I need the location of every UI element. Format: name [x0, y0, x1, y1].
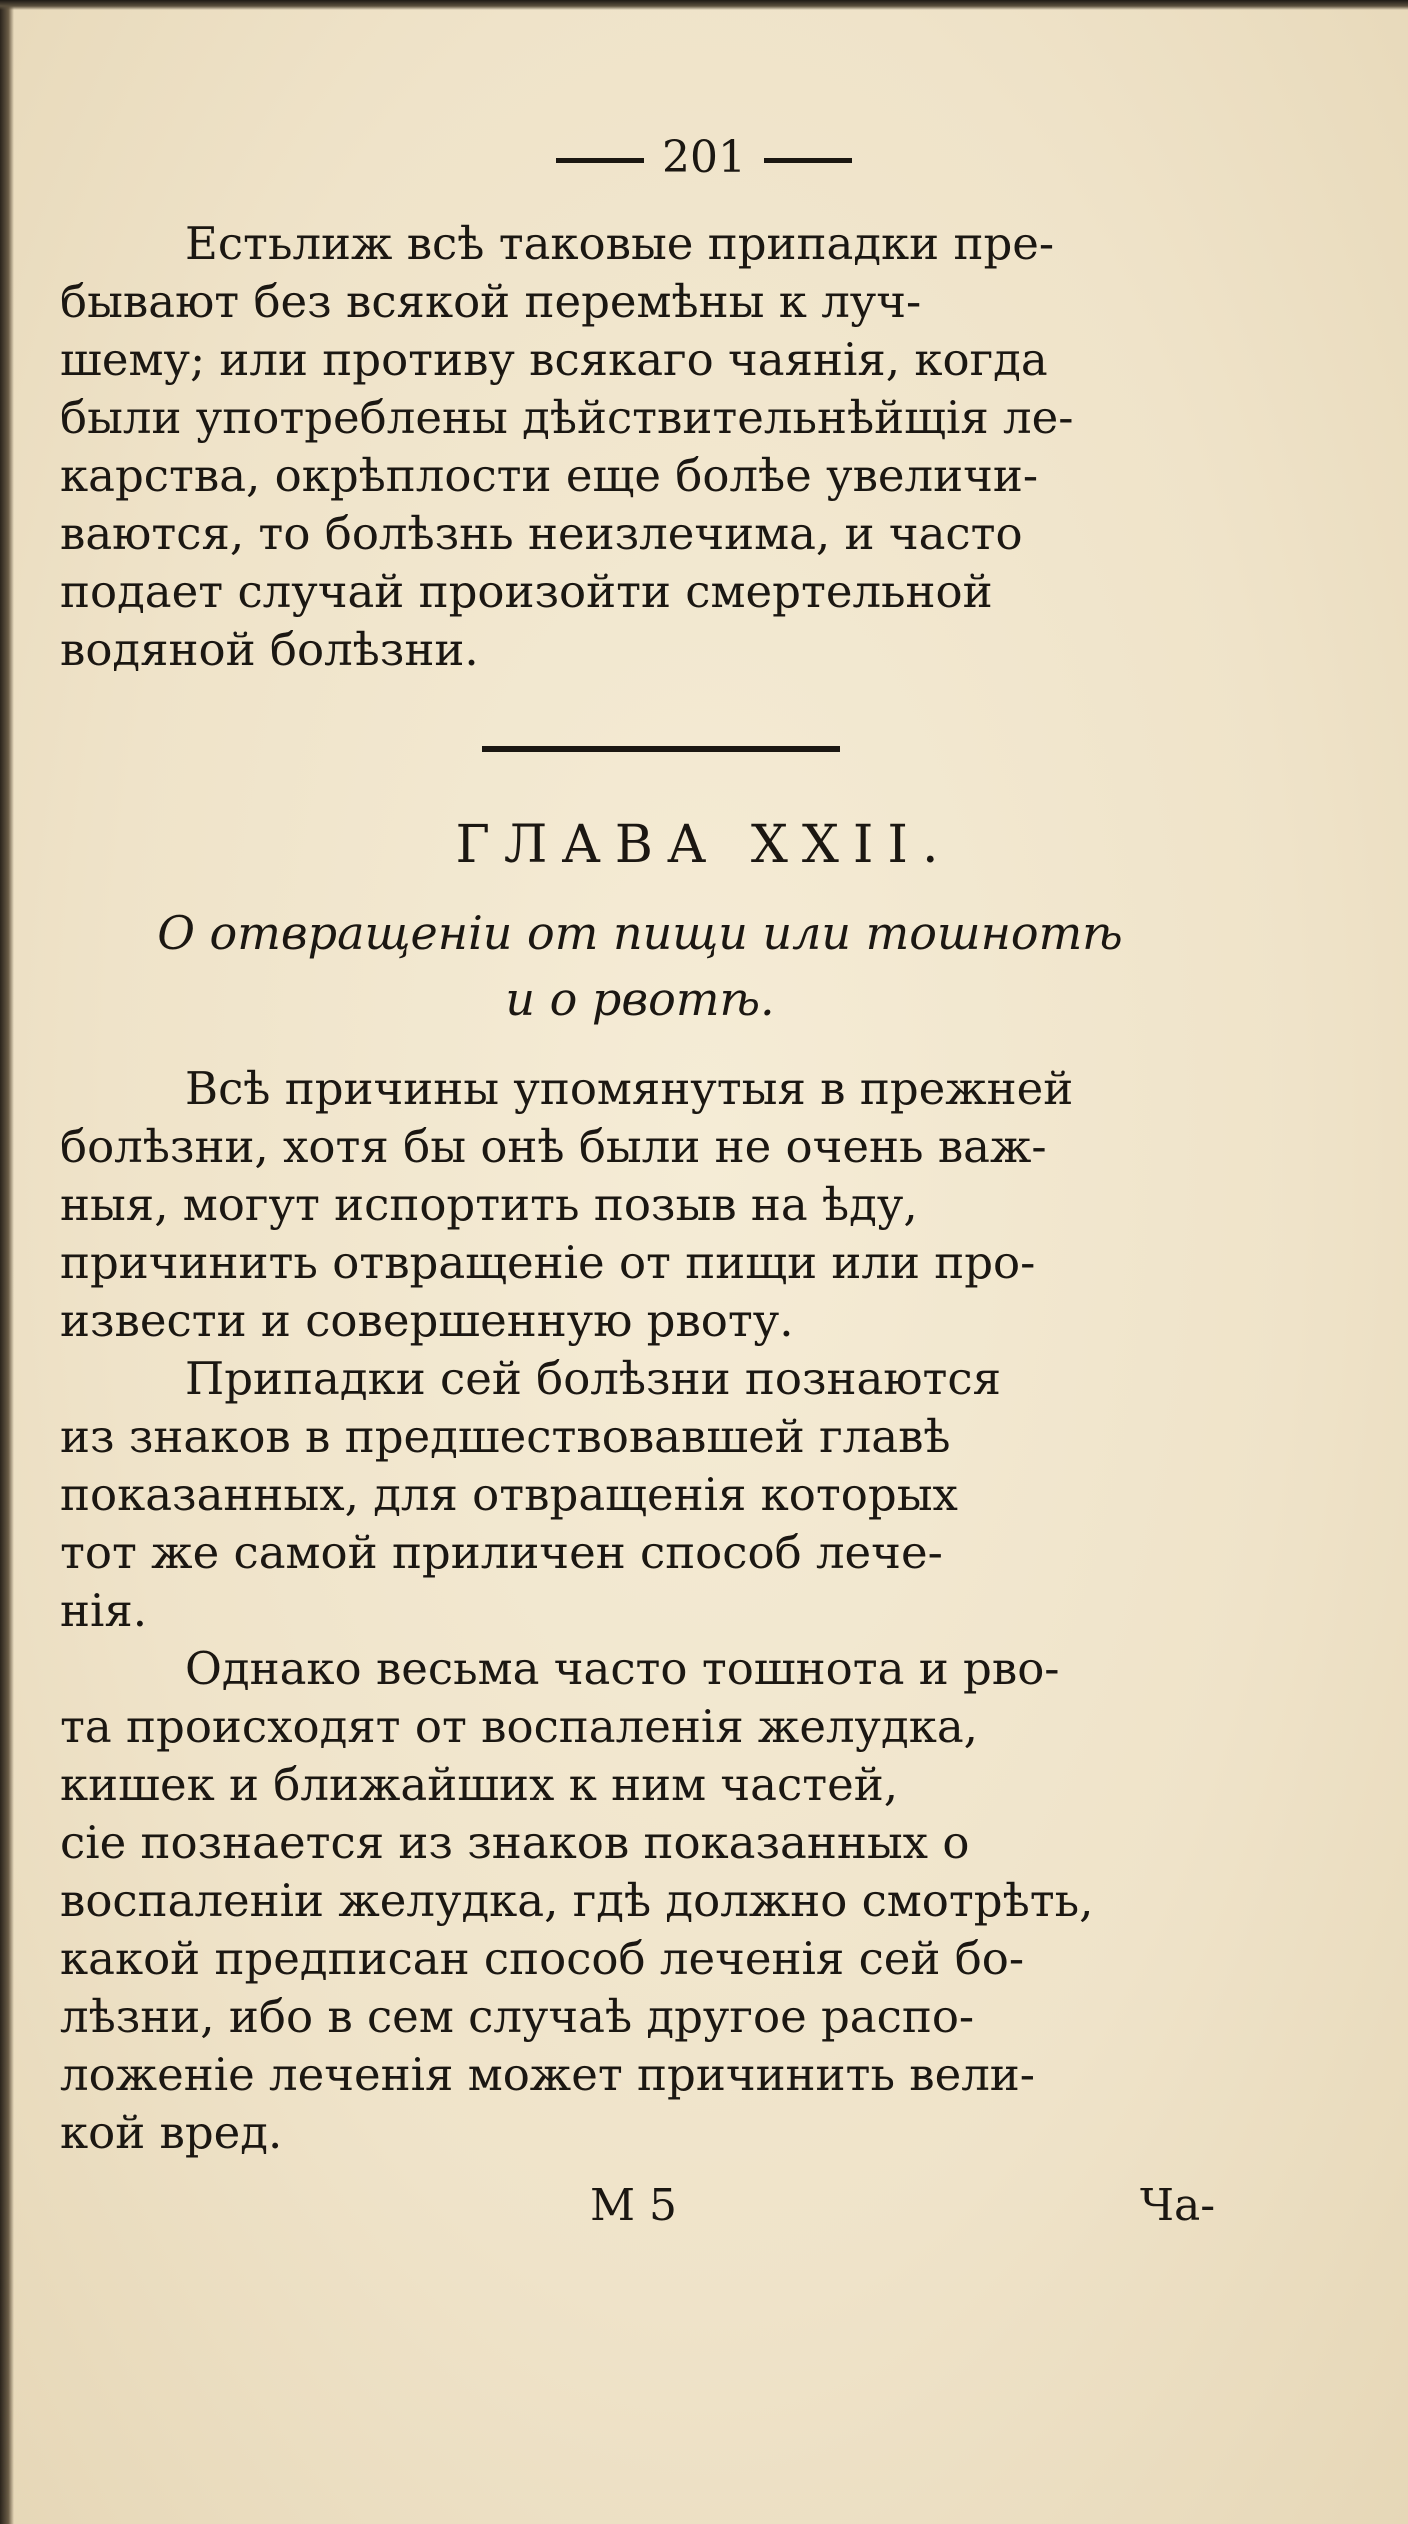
subtitle-line-1: О отвращеніи от пищи или тошнотѣ	[157, 906, 1123, 960]
text-line: водяной болѣзни.	[60, 623, 479, 676]
page-top-edge	[0, 0, 1408, 10]
text-line: та происходят от воспаленія желудка,	[60, 1700, 978, 1753]
text-line: какой предписан способ леченія сей бо-	[60, 1932, 1025, 1985]
text-line: шему; или противу всякаго чаянія, когда	[60, 333, 1048, 386]
text-line: ваются, то болѣзнь неизлечима, и часто	[60, 507, 1023, 560]
page-header	[0, 128, 1408, 188]
text-line: болѣзни, хотя бы онѣ были не очень важ-	[60, 1120, 1047, 1173]
text-line: карства, окрѣплости еще болѣе увеличи-	[60, 449, 1039, 502]
text-line: Однако весьма часто тошнота и рво-	[185, 1642, 1060, 1695]
text-line: лѣзни, ибо в сем случаѣ другое распо-	[60, 1990, 975, 2043]
text-line: нія.	[60, 1584, 148, 1637]
chapter-heading: ГЛАВА XXII.	[455, 815, 953, 875]
text-line: ныя, могут испортить позыв на ѣду,	[60, 1178, 918, 1231]
page-spine-shadow	[0, 0, 14, 2524]
text-line: кишек и ближайших к ним частей,	[60, 1758, 899, 1811]
section-rule	[482, 746, 840, 752]
header-dash-right	[764, 158, 852, 163]
text-line: подает случай произойти смертельной	[60, 565, 993, 618]
text-line: бывают без всякой перемѣны к луч-	[60, 275, 922, 328]
chapter-subtitle	[40, 900, 1240, 1032]
text-line: тот же самой приличен способ лече-	[60, 1526, 943, 1579]
text-line: причинить отвращеніе от пищи или про-	[60, 1236, 1036, 1289]
text-line: Естьлиж всѣ таковые припадки пре-	[185, 217, 1055, 270]
subtitle-line-2: и о рвотѣ.	[505, 972, 775, 1026]
paragraph-1	[60, 215, 1230, 679]
text-line: кой вред.	[60, 2106, 283, 2159]
signature-mark: M 5	[590, 2180, 678, 2231]
text-line: воспаленіи желудка, гдѣ должно смотрѣть,	[60, 1874, 1094, 1927]
text-line: Всѣ причины упомянутыя в прежней	[185, 1062, 1074, 1115]
page-footer	[0, 2180, 1408, 2240]
text-line: были употреблены дѣйствительнѣйщія ле-	[60, 391, 1074, 444]
page-number: 201	[662, 132, 746, 183]
text-line: показанных, для отвращенія которых	[60, 1468, 958, 1521]
text-line: из знаков в предшествовавшей главѣ	[60, 1410, 951, 1463]
header-dash-left	[556, 158, 644, 163]
paragraph-2	[60, 1060, 1230, 2162]
text-line: Припадки сей болѣзни познаются	[185, 1352, 1001, 1405]
text-line: ложеніе леченія может причинить вели-	[60, 2048, 1035, 2101]
text-line: извести и совершенную рвоту.	[60, 1294, 794, 1347]
text-line: сіе познается из знаков показанных о	[60, 1816, 970, 1869]
catchword: Ча-	[1140, 2180, 1216, 2231]
